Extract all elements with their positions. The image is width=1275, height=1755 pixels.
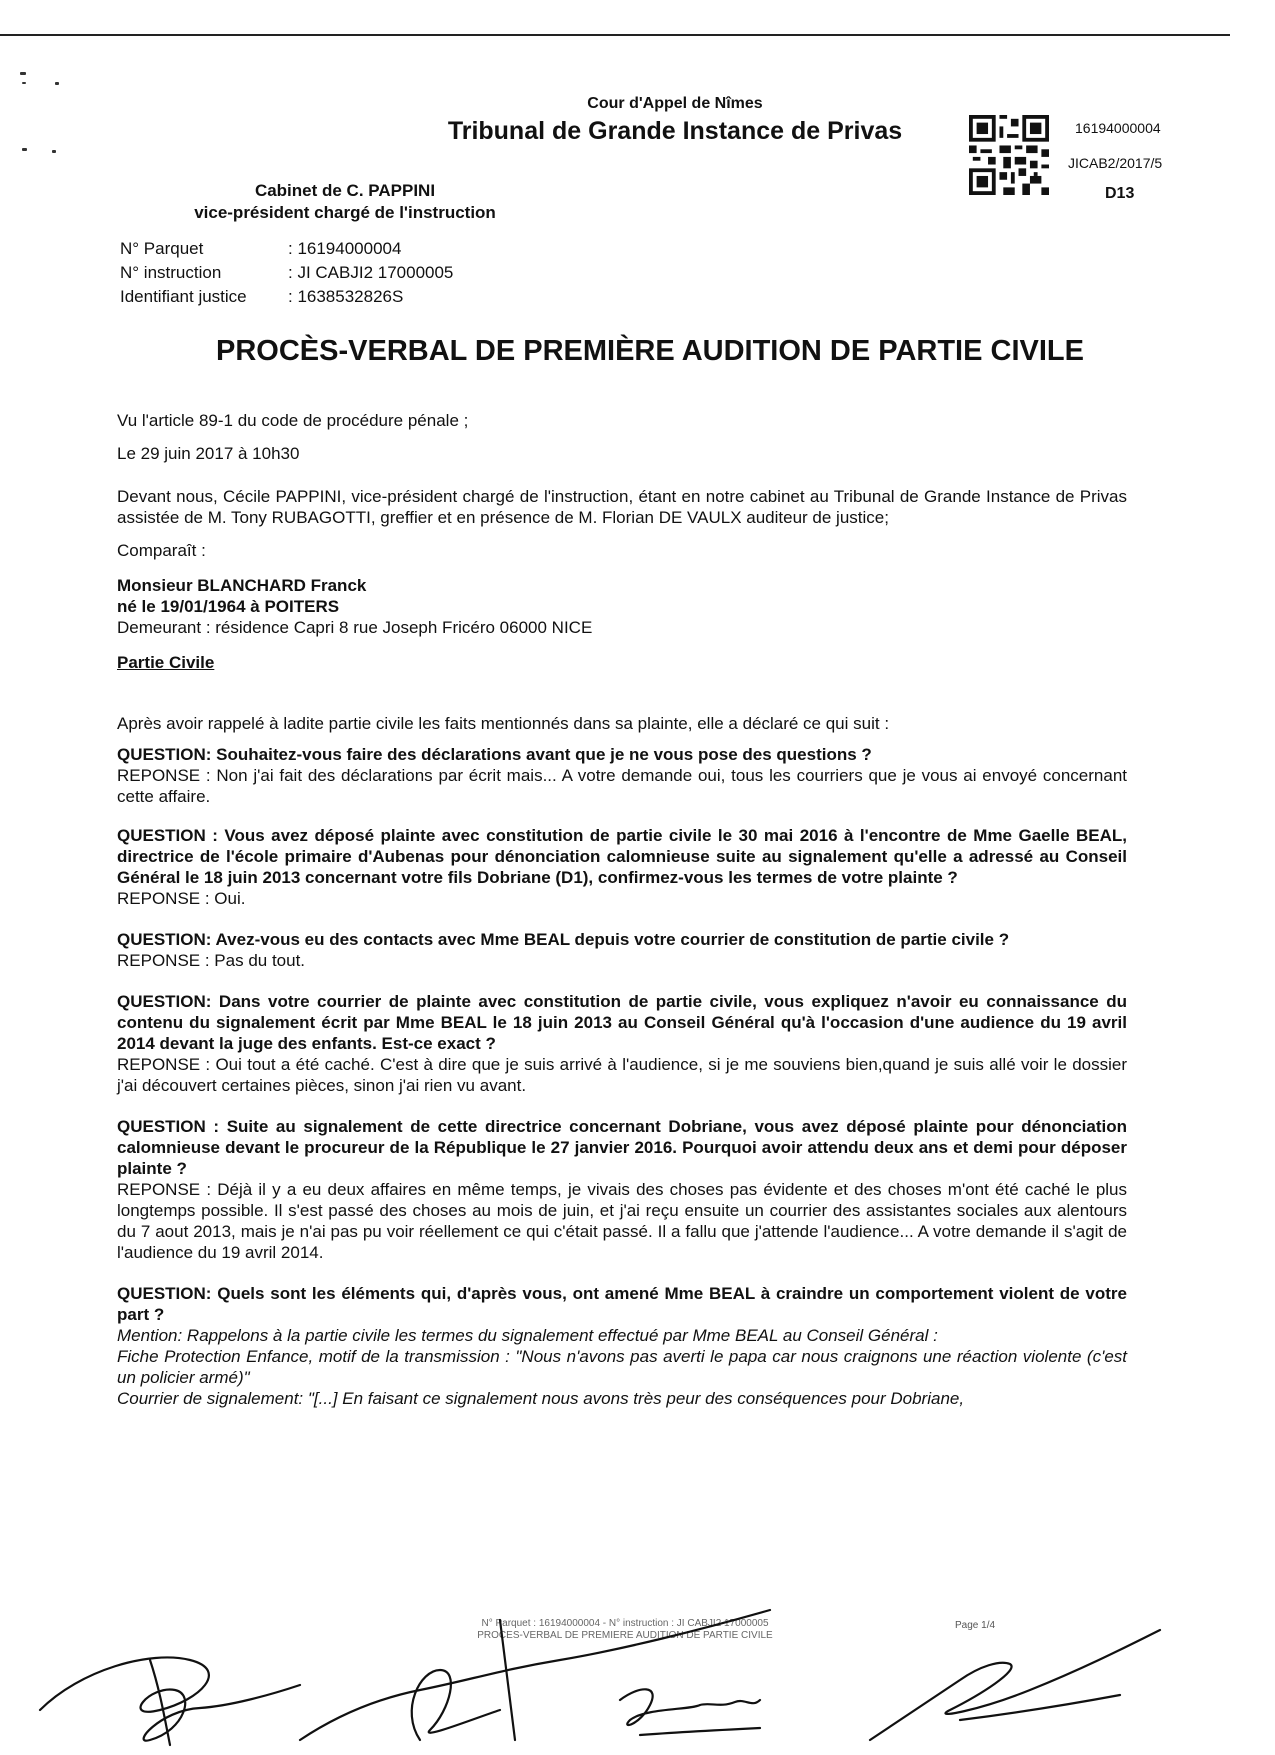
reference-number: 16194000004 bbox=[1075, 120, 1161, 136]
cabinet-role: vice-président chargé de l'instruction bbox=[194, 203, 496, 222]
signature-1-stroke bbox=[150, 1660, 170, 1745]
identifier-label: N° instruction bbox=[120, 263, 222, 282]
scan-speck bbox=[20, 72, 26, 75]
presence-statement: Devant nous, Cécile PAPPINI, vice-président chargé de l'instruction, étant en notre cabinet au Tribunal de Grande Instance de Privas assistée de M. Tony RUBAGOTTI, greffier et en présence de M. Florian DE VAULX auditeur de justice; bbox=[117, 487, 1127, 527]
tribunal-name: Tribunal de Grande Instance de Privas bbox=[447, 117, 903, 145]
article-reference: Vu l'article 89-1 du code de procédure pénale ; bbox=[117, 411, 469, 430]
answer-4: REPONSE : Oui tout a été caché. C'est à dire que je suis arrivé à l'audience, si je me souviens bien,quand je suis allé voir le dossier j'ai découvert certaines pièces, sinon j'ai rien vu avant. bbox=[117, 1055, 1127, 1095]
party-name: Monsieur BLANCHARD Franck bbox=[117, 576, 367, 595]
cabinet-block bbox=[165, 180, 525, 224]
question-5: QUESTION : Suite au signalement de cette directrice concernant Dobriane, vous avez déposé plainte pour dénonciation calomnieuse devant le procureur de la République le 27 janvier 2016. Pourquoi avoir attendu deux ans et demi pour déposer plainte ? bbox=[117, 1117, 1127, 1178]
answer-3: REPONSE : Pas du tout. bbox=[117, 951, 306, 970]
signature-4-line bbox=[960, 1695, 1120, 1720]
signature-3-tail bbox=[640, 1728, 760, 1735]
document-body bbox=[117, 410, 1127, 1409]
signature-3 bbox=[620, 1689, 760, 1725]
answer-2: REPONSE : Oui. bbox=[117, 889, 246, 908]
qr-code-icon bbox=[969, 115, 1049, 195]
answer-1: REPONSE : Non j'ai fait des déclarations par écrit mais... A votre demande oui, tous les courriers que je vous ai envoyé concernant cette affaire. bbox=[117, 766, 1127, 806]
party-birth: né le 19/01/1964 à POITERS bbox=[117, 597, 340, 616]
signature-2-loop bbox=[412, 1670, 500, 1740]
identifier-row bbox=[120, 285, 453, 309]
question-4: QUESTION: Dans votre courrier de plainte avec constitution de partie civile, vous expliquez n'avoir eu connaissance du contenu du signalement écrit par Mme BEAL le 18 juin 2013 au Conseil Général qu'à l'occasion d'une audience du 19 avril 2014 devant la juge des enfants. Est-ce exact ? bbox=[117, 992, 1127, 1053]
scan-speck bbox=[55, 82, 59, 85]
scan-speck bbox=[22, 148, 27, 151]
answer-5: REPONSE : Déjà il y a eu deux affaires en même temps, je vivais des choses pas évidente et des choses m'ont été caché le plus longtemps possible. Il s'est passé des choses au mois de juin, et j'ai reçu ensuite un courrier des assistantes sociales aux alentours du 7 aout 2013, mais je n'ai pas pu voir réellement ce qui c'était passé. Il a fallu que j'attende l'audience... A votre demande il s'agit de l'audience du 19 avril 2014. bbox=[117, 1180, 1127, 1262]
identifiers-block bbox=[120, 237, 453, 309]
identifier-row bbox=[120, 237, 453, 261]
mention-line-1: Mention: Rappelons à la partie civile les termes du signalement effectué par Mme BEAL au Conseil Général : bbox=[117, 1326, 938, 1345]
cabinet-judge: Cabinet de C. PAPPINI bbox=[254, 181, 436, 200]
scan-speck bbox=[22, 82, 26, 84]
signature-2-stem bbox=[500, 1620, 515, 1740]
party-address: Demeurant : résidence Capri 8 rue Joseph Fricéro 06000 NICE bbox=[117, 618, 593, 637]
signature-1 bbox=[40, 1657, 300, 1740]
party-role: Partie Civile bbox=[117, 653, 215, 672]
comparait-label: Comparaît : bbox=[117, 541, 206, 560]
preamble: Après avoir rappelé à ladite partie civile les faits mentionnés dans sa plainte, elle a déclaré ce qui suit : bbox=[117, 714, 890, 733]
footer-title: PROCES-VERBAL DE PREMIERE AUDITION DE PARTIE CIVILE bbox=[477, 1630, 773, 1641]
mention-line-2: Fiche Protection Enfance, motif de la transmission : "Nous n'avons pas averti le papa car nous craignons une réaction violente (c'est un policier armé)" bbox=[117, 1347, 1127, 1387]
signature-4 bbox=[870, 1630, 1160, 1740]
court-of-appeal: Cour d'Appel de Nîmes bbox=[587, 95, 763, 112]
question-3: QUESTION: Avez-vous eu des contacts avec Mme BEAL depuis votre courrier de constitution de partie civile ? bbox=[117, 930, 1010, 949]
document-title: PROCÈS-VERBAL DE PREMIÈRE AUDITION DE PARTIE CIVILE bbox=[216, 335, 1084, 367]
handwritten-signatures bbox=[0, 1590, 1275, 1750]
cote-label: D13 bbox=[1105, 185, 1135, 202]
identifier-label: Identifiant justice bbox=[120, 287, 247, 306]
identifier-value: : JI CABJI2 17000005 bbox=[288, 263, 454, 282]
identifier-label: N° Parquet bbox=[120, 239, 204, 258]
question-6: QUESTION: Quels sont les éléments qui, d'après vous, ont amené Mme BEAL à craindre un comportement violent de votre part ? bbox=[117, 1284, 1127, 1324]
identifier-value: : 16194000004 bbox=[288, 239, 402, 258]
hearing-date: Le 29 juin 2017 à 10h30 bbox=[117, 444, 300, 463]
identifier-row bbox=[120, 261, 453, 285]
question-1: QUESTION: Souhaitez-vous faire des déclarations avant que je ne vous pose des questions ? bbox=[117, 745, 872, 764]
mention-line-3: Courrier de signalement: "[...] En faisant ce signalement nous avons très peur des conséquences pour Dobriane, bbox=[117, 1389, 965, 1408]
footer-references: N° Parquet : 16194000004 - N° instruction : JI CABJI2 17000005 bbox=[481, 1618, 769, 1629]
scan-speck bbox=[52, 150, 56, 153]
top-rule bbox=[0, 34, 1230, 36]
question-2: QUESTION : Vous avez déposé plainte avec constitution de partie civile le 30 mai 2016 à l'encontre de Mme Gaelle BEAL, directrice de l'école primaire d'Aubenas pour dénonciation calomnieuse suite au signalement qu'elle a adressé au Conseil Général le 18 juin 2013 concernant votre fils Dobriane (D1), confirmez-vous les termes de votre plainte ? bbox=[117, 826, 1127, 887]
signature-2 bbox=[300, 1610, 770, 1740]
identifier-value: : 1638532826S bbox=[288, 287, 404, 306]
cabinet-reference: JICAB2/2017/5 bbox=[1068, 155, 1163, 171]
page-number: Page 1/4 bbox=[955, 1620, 996, 1631]
